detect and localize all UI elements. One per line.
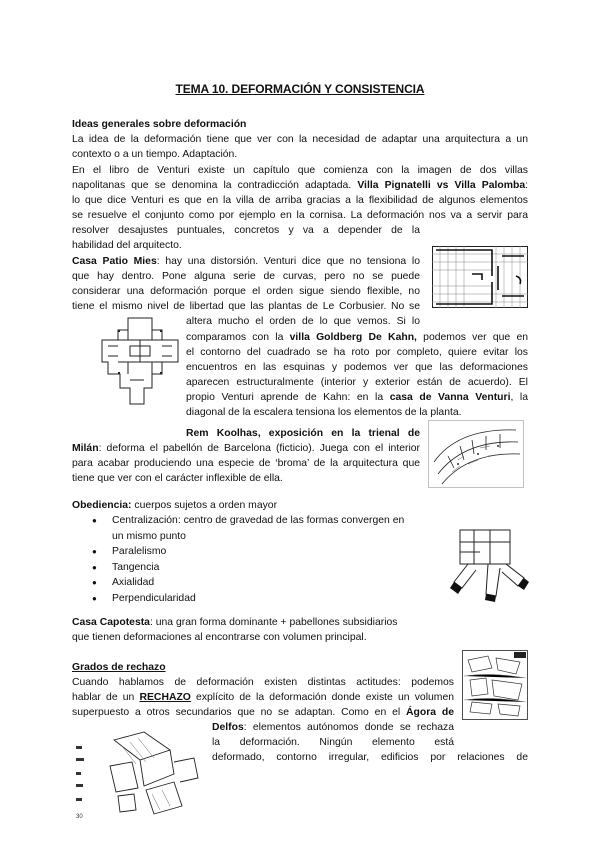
agora-delfos-plan-image [462, 650, 528, 720]
list-item: ● Perpendicularidad [92, 591, 404, 607]
paragraph-line: superpuesto a otros secundarios que no se adaptan. Como en el Ágora de [72, 707, 454, 718]
paragraph-line: Cuando hablamos de deformación existen distintas actitudes: podemos [72, 677, 454, 688]
rechazo-term: RECHAZO [139, 692, 191, 703]
casa-capotesta-plan-image [440, 524, 530, 604]
villa-goldberg: villa Goldberg De Kahn, [289, 332, 417, 343]
paragraph-line: considerar una deformación porque el orden sigue siendo flexible, no [72, 286, 420, 297]
paragraph-line: que hay dentro. Pone alguna serie de curvas, pero no se puede [72, 271, 420, 282]
villa-goldberg-plan-image [100, 316, 180, 406]
agora-delfos: Ágora de [406, 707, 454, 718]
paragraph-line: que tienen deformaciones al encontrarse con volumen principal. [72, 632, 367, 643]
figure-caption: 30 [76, 814, 83, 820]
page-title: TEMA 10. DEFORMACIÓN Y CONSISTENCIA [175, 82, 425, 96]
paragraph-line: habilidad del arquitecto. [72, 240, 182, 251]
paragraph-line: para acabar produciendo una especie de ‘broma’ de la arquitectura que [72, 458, 420, 469]
paragraph-line: contexto o a un tiempo. Adaptación. [72, 149, 238, 160]
casa-patio-mies-plan-image [432, 246, 528, 308]
paragraph-line: Milán: deforma el pabellón de Barcelona (ficticio). Juega con el interior [72, 443, 420, 454]
paragraph-line: altera mucho el orden de lo que vemos. Si lo [186, 316, 420, 327]
paragraph-line: Delfos: elementos autónomos donde se rechaza [212, 722, 454, 733]
paragraph-line: tiene que ver con el carácter inflexible de ella. [72, 473, 283, 484]
paragraph-line: hablar de un RECHAZO explícito de la deformación donde existe un volumen [72, 692, 454, 703]
paragraph-line: encuentros en las esquinas y podemos ver que las deformaciones [186, 362, 528, 373]
list-item: ● Centralización: centro de gravedad de las formas convergen en [92, 513, 404, 529]
paragraph-line: La idea de la deformación tiene que ver con la necesidad de adaptar una arquitectura a un [72, 134, 528, 145]
casa-patio-mies: Casa Patio Mies [72, 256, 157, 267]
casa-vanna-venturi: casa de Vanna Venturi [389, 392, 511, 403]
paragraph-line: lo que dice Venturi es que en la villa de arriba gracias a la flexibilidad de algunos elementos [72, 195, 528, 206]
paragraph-line: el contorno del cuadrado se ha roto por completo, quiere evitar los [186, 347, 528, 358]
list-item-continuation: un mismo punto [112, 530, 186, 542]
paragraph-line: En el libro de Venturi existe un capítulo que comienza con la imagen de dos villas [72, 165, 528, 176]
paragraph-line: comparamos con la villa Goldberg De Kahn, podemos ver que en [186, 332, 528, 343]
obediencia-heading: Obediencia: [72, 500, 132, 511]
paragraph-line: resolver desajustes puntuales, concretos y va a depender de la [72, 225, 420, 236]
paragraph-line: se resuelve el conjunto como por ejemplo en la cornisa. La deformación nos va a servir para [72, 210, 528, 221]
paragraph-line: aparecen estructuralmente (interior y exterior están de acuerdo). El [186, 377, 528, 388]
section-heading-ideas: Ideas generales sobre deformación [72, 119, 247, 130]
list-item: ● Tangencia [92, 560, 404, 576]
paragraph-line: propio Venturi aprende de Kahn: en la casa de Vanna Venturi, la [186, 392, 528, 403]
section-heading-rechazo: Grados de rechazo [72, 662, 166, 673]
obediencia-list [92, 513, 404, 607]
koolhas-pavilion-image [428, 420, 524, 488]
villa-names: Villa Pignatelli vs Villa Palomba [357, 180, 526, 191]
paragraph-line: diagonal de la escalera tensiona los elementos de la planta. [186, 407, 462, 418]
casa-capotesta: Casa Capotesta [72, 617, 150, 628]
paragraph-line: napolitanas que se denomina la contradicción adaptada. Villa Pignatelli vs Villa Palomba: [72, 180, 529, 191]
paragraph-line: Casa Capotesta: una gran forma dominante + pabellones subsidiarios [72, 617, 398, 628]
rem-koolhas: Rem Koolhas, exposición en la trienal de [186, 428, 420, 439]
list-item: ● Paralelismo [92, 544, 404, 560]
obediencia-line: Obediencia: cuerpos sujetos a orden mayor [72, 500, 278, 511]
list-item: ● Axialidad [92, 575, 404, 591]
paragraph-line: tiene el mismo nivel de libertad que las plantas de Le Corbusier. No se [72, 301, 420, 312]
agora-delfos-drawing-image [74, 726, 204, 822]
paragraph-line: Casa Patio Mies: hay una distorsión. Venturi dice que no tensiona lo [72, 256, 420, 267]
paragraph-line: la deformación. Ningún elemento está [212, 737, 454, 748]
paragraph-line: deformado, contorno irregular, edificios por relaciones de [212, 752, 528, 763]
